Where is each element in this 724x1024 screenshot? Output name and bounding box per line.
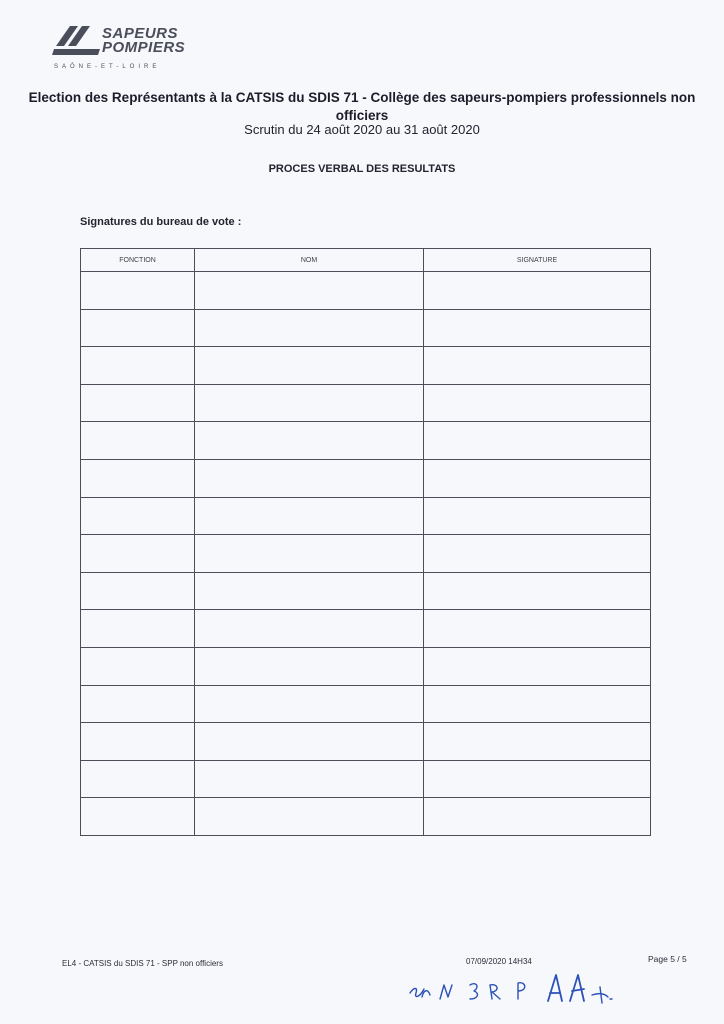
section-title: PROCES VERBAL DES RESULTATS xyxy=(268,163,456,175)
table-row xyxy=(81,497,651,535)
cell-fonction xyxy=(81,798,195,836)
signatures-label: Signatures du bureau de vote : xyxy=(80,216,242,228)
table-body xyxy=(81,272,651,836)
sdis-logo xyxy=(52,24,186,76)
cell-nom xyxy=(195,497,424,535)
cell-signature xyxy=(424,760,651,798)
cell-nom xyxy=(195,798,424,836)
cell-fonction xyxy=(81,535,195,573)
flame-stripes-logo-icon xyxy=(52,24,102,64)
cell-fonction xyxy=(81,497,195,535)
document-subtitle: Scrutin du 24 août 2020 au 31 août 2020 xyxy=(244,122,480,137)
footer-page-number: Page 5 / 5 xyxy=(648,954,687,964)
signatures-table xyxy=(80,248,651,836)
logo-line-region: SAÔNE-ET-LOIRE xyxy=(54,64,161,70)
cell-fonction xyxy=(81,459,195,497)
cell-nom xyxy=(195,760,424,798)
cell-signature xyxy=(424,610,651,648)
footer-reference: EL4 - CATSIS du SDIS 71 - SPP non officiers xyxy=(62,959,223,968)
table-header-row xyxy=(81,249,651,272)
footer-date: 07/09/2020 14H34 xyxy=(466,957,532,966)
cell-nom xyxy=(195,685,424,723)
cell-fonction xyxy=(81,647,195,685)
cell-signature xyxy=(424,309,651,347)
table-row xyxy=(81,535,651,573)
cell-signature xyxy=(424,272,651,310)
header-fonction: FONCTION xyxy=(81,249,195,272)
cell-fonction xyxy=(81,572,195,610)
cell-fonction xyxy=(81,384,195,422)
header-signature: SIGNATURE xyxy=(424,249,651,272)
logo-line-sapeurs: SAPEURS xyxy=(102,25,179,42)
cell-nom xyxy=(195,535,424,573)
table-row xyxy=(81,347,651,385)
cell-signature xyxy=(424,647,651,685)
handwritten-initials-icon xyxy=(400,955,680,1015)
cell-signature xyxy=(424,723,651,761)
table-row xyxy=(81,272,651,310)
table-row xyxy=(81,610,651,648)
table-row xyxy=(81,422,651,460)
table-row xyxy=(81,572,651,610)
cell-fonction xyxy=(81,610,195,648)
cell-signature xyxy=(424,459,651,497)
table-row xyxy=(81,723,651,761)
document-title: Election des Représentants à la CATSIS du SDIS 71 - Collège des sapeurs-pompiers professionnels non officiers xyxy=(28,90,696,123)
cell-fonction xyxy=(81,685,195,723)
cell-signature xyxy=(424,535,651,573)
table-row xyxy=(81,309,651,347)
cell-fonction xyxy=(81,309,195,347)
cell-nom xyxy=(195,572,424,610)
cell-nom xyxy=(195,459,424,497)
cell-fonction xyxy=(81,347,195,385)
cell-nom xyxy=(195,422,424,460)
cell-signature xyxy=(424,572,651,610)
cell-signature xyxy=(424,798,651,836)
cell-nom xyxy=(195,647,424,685)
header-nom: NOM xyxy=(195,249,424,272)
cell-nom xyxy=(195,384,424,422)
cell-nom xyxy=(195,610,424,648)
table-row xyxy=(81,685,651,723)
cell-fonction xyxy=(81,723,195,761)
table-row xyxy=(81,459,651,497)
table-row xyxy=(81,760,651,798)
cell-nom xyxy=(195,272,424,310)
cell-signature xyxy=(424,497,651,535)
logo-line-pompiers: POMPIERS xyxy=(102,39,186,56)
cell-signature xyxy=(424,384,651,422)
cell-signature xyxy=(424,347,651,385)
cell-signature xyxy=(424,422,651,460)
table-row xyxy=(81,647,651,685)
cell-fonction xyxy=(81,422,195,460)
cell-nom xyxy=(195,347,424,385)
table-row xyxy=(81,798,651,836)
cell-fonction xyxy=(81,272,195,310)
cell-nom xyxy=(195,723,424,761)
cell-fonction xyxy=(81,760,195,798)
cell-signature xyxy=(424,685,651,723)
cell-nom xyxy=(195,309,424,347)
table-row xyxy=(81,384,651,422)
